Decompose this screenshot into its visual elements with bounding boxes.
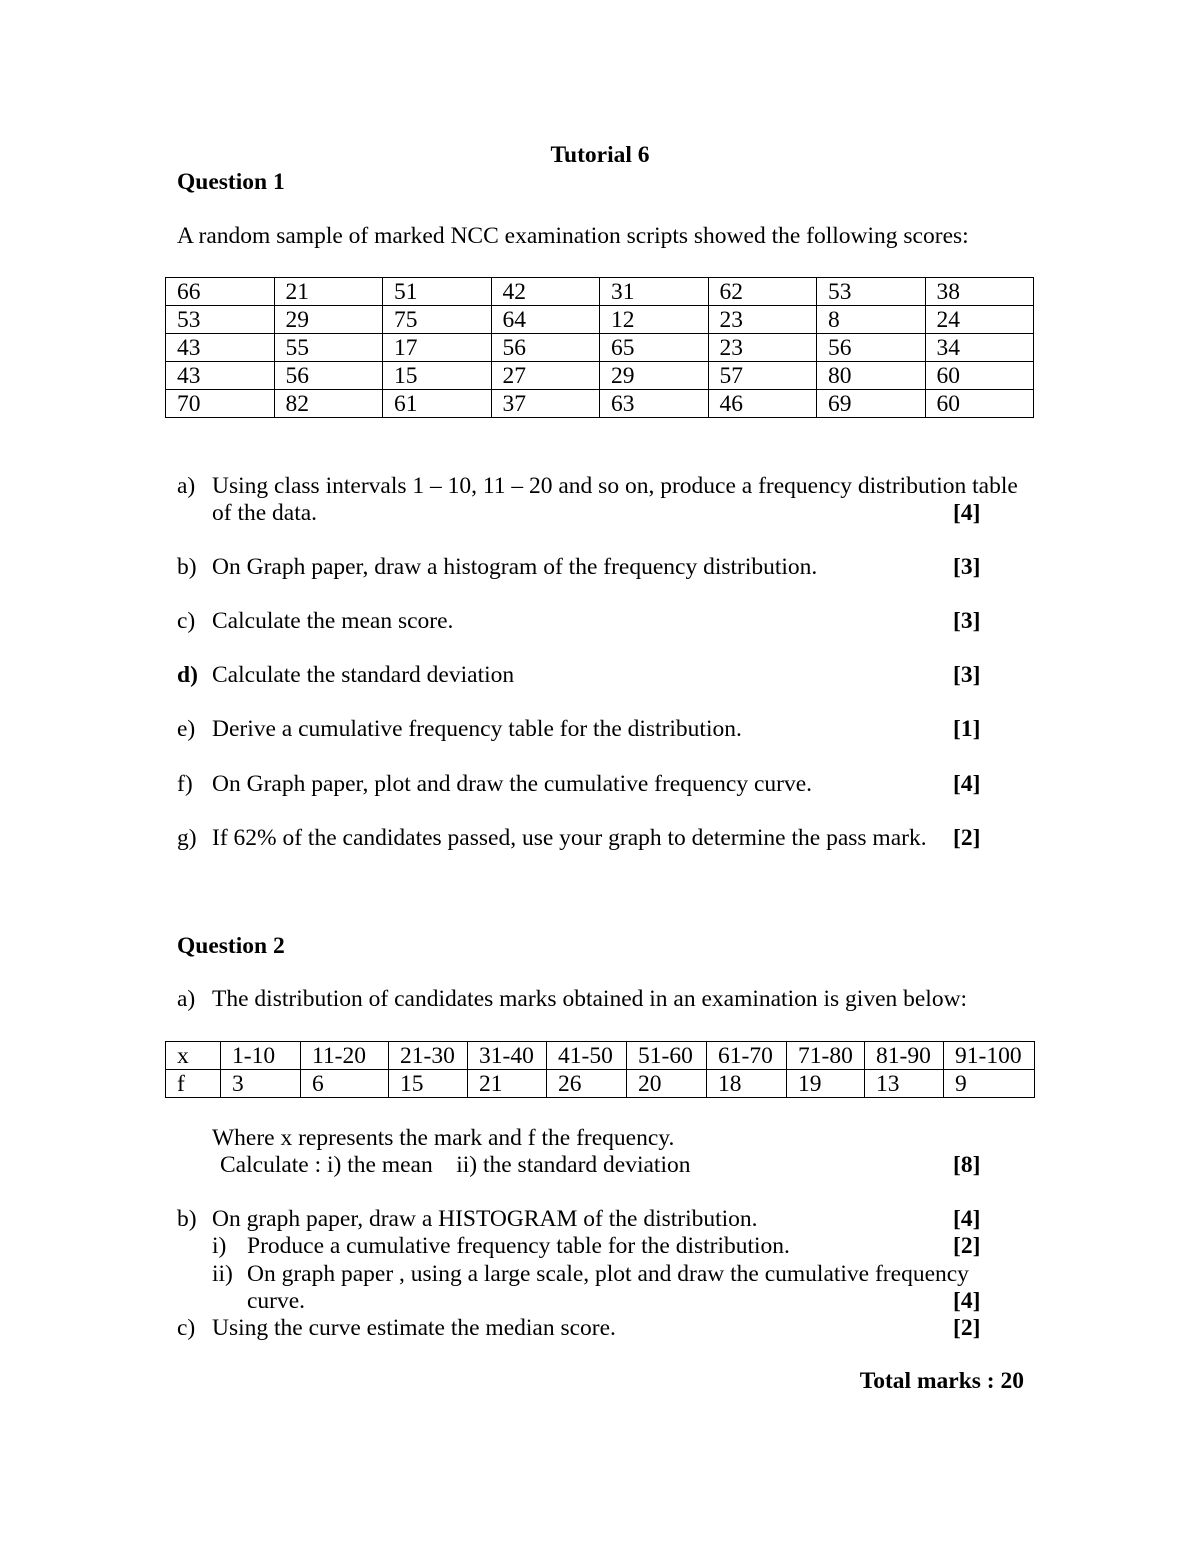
q1-part-c-text: Calculate the mean score. [212,608,454,634]
q1-part-d-label: d) [177,662,198,688]
score-cell: 29 [600,362,709,390]
score-cell: 34 [925,334,1034,362]
q2-part-b-ii-text: On graph paper , using a large scale, plot and draw the cumulative frequency [247,1261,969,1287]
score-cell: 53 [166,306,275,334]
q1-part-e-label: e) [177,716,196,742]
frequency-cell: 21 [468,1070,547,1098]
q1-part-a-label: a) [177,473,196,499]
score-cell: 37 [491,390,600,418]
q1-part-b-text: On Graph paper, draw a histogram of the frequency distribution. [212,554,818,580]
q2-part-b-ii-label: ii) [212,1261,233,1287]
q2-part-b-marks: [4] [953,1206,981,1232]
score-cell: 60 [925,390,1034,418]
q1-part-f-text: On Graph paper, plot and draw the cumulative frequency curve. [212,771,813,797]
score-cell: 62 [708,278,817,306]
score-cell: 56 [274,362,383,390]
distribution-table [165,1041,1035,1098]
score-cell: 61 [383,390,492,418]
score-cell: 55 [274,334,383,362]
score-cell: 15 [383,362,492,390]
score-cell: 23 [708,334,817,362]
score-cell: 31 [600,278,709,306]
score-cell: 60 [925,362,1034,390]
class-interval-cell: 21-30 [389,1042,468,1070]
score-cell: 42 [491,278,600,306]
q1-part-f-label: f) [177,771,193,797]
score-cell: 65 [600,334,709,362]
question-2-heading: Question 2 [177,933,285,959]
page-title: Tutorial 6 [550,142,650,168]
mark-row [166,1042,1035,1070]
class-interval-cell: 71-80 [787,1042,865,1070]
q2-table-note: Where x represents the mark and f the frequency. [212,1125,675,1151]
question-1-heading: Question 1 [177,169,285,195]
q1-part-b-label: b) [177,554,197,580]
q1-part-g-label: g) [177,825,197,851]
q2-part-a-label: a) [177,986,196,1012]
frequency-cell: 26 [547,1070,627,1098]
class-interval-cell: 51-60 [627,1042,707,1070]
q1-part-f-marks: [4] [953,771,981,797]
q1-part-c-marks: [3] [953,608,981,634]
q1-part-a-marks: [4] [953,500,981,526]
class-interval-cell: 91-100 [944,1042,1035,1070]
score-cell: 38 [925,278,1034,306]
class-interval-cell: 11-20 [301,1042,389,1070]
frequency-cell: 13 [865,1070,944,1098]
score-cell: 43 [166,362,275,390]
score-cell: 57 [708,362,817,390]
score-cell: 66 [166,278,275,306]
q2-part-a-intro: The distribution of candidates marks obtained in an examination is given below: [212,986,968,1012]
scores-row [166,390,1034,418]
frequency-cell: 6 [301,1070,389,1098]
q1-part-g-marks: [2] [953,825,981,851]
scores-row [166,334,1034,362]
score-cell: 82 [274,390,383,418]
q2-part-b-i-label: i) [212,1233,227,1259]
q2-part-c-label: c) [177,1315,196,1341]
score-cell: 53 [817,278,926,306]
frequency-row [166,1070,1035,1098]
score-cell: 29 [274,306,383,334]
q2-part-b-i-marks: [2] [953,1233,981,1259]
q1-part-d-marks: [3] [953,662,981,688]
frequency-cell: 20 [627,1070,707,1098]
frequency-cell: 18 [707,1070,787,1098]
score-cell: 12 [600,306,709,334]
q1-part-e-marks: [1] [953,716,981,742]
question-1-intro: A random sample of marked NCC examination scripts showed the following scores: [177,223,969,249]
score-cell: 56 [491,334,600,362]
frequency-cell: 15 [389,1070,468,1098]
class-interval-cell: 31-40 [468,1042,547,1070]
q2-part-c-text: Using the curve estimate the median score. [212,1315,616,1341]
q2-part-b-ii-marks: [4] [953,1288,981,1314]
score-cell: 80 [817,362,926,390]
score-cell: 43 [166,334,275,362]
score-cell: 17 [383,334,492,362]
q1-part-b-marks: [3] [953,554,981,580]
score-cell: 21 [274,278,383,306]
score-cell: 8 [817,306,926,334]
f-label-cell: f [166,1070,221,1098]
q2-part-a-marks: [8] [953,1152,981,1178]
score-cell: 24 [925,306,1034,334]
q2-part-b-ii-text-continued: curve. [247,1288,306,1314]
score-cell: 51 [383,278,492,306]
score-cell: 63 [600,390,709,418]
q1-part-g-text: If 62% of the candidates passed, use your graph to determine the pass mark. [212,825,927,851]
score-cell: 46 [708,390,817,418]
total-marks: Total marks : 20 [859,1368,1024,1394]
q2-part-b-label: b) [177,1206,197,1232]
score-cell: 56 [817,334,926,362]
scores-table [165,277,1034,418]
class-interval-cell: 1-10 [221,1042,301,1070]
score-cell: 70 [166,390,275,418]
score-cell: 75 [383,306,492,334]
q1-part-e-text: Derive a cumulative frequency table for the distribution. [212,716,742,742]
frequency-cell: 19 [787,1070,865,1098]
scores-row [166,362,1034,390]
frequency-cell: 9 [944,1070,1035,1098]
q1-part-a-text-continued: of the data. [212,500,318,526]
score-cell: 23 [708,306,817,334]
q1-part-a-text: Using class intervals 1 – 10, 11 – 20 and so on, produce a frequency distribution table [212,473,1018,499]
score-cell: 69 [817,390,926,418]
class-interval-cell: 81-90 [865,1042,944,1070]
frequency-cell: 3 [221,1070,301,1098]
q2-part-b-text: On graph paper, draw a HISTOGRAM of the distribution. [212,1206,758,1232]
q2-part-c-marks: [2] [953,1315,981,1341]
class-interval-cell: 41-50 [547,1042,627,1070]
q1-part-d-text: Calculate the standard deviation [212,662,515,688]
q2-calculate-instruction: Calculate : i) the mean ii) the standard deviation [220,1152,691,1178]
scores-row [166,306,1034,334]
class-interval-cell: 61-70 [707,1042,787,1070]
q2-part-b-i-text: Produce a cumulative frequency table for the distribution. [247,1233,790,1259]
score-cell: 27 [491,362,600,390]
scores-row [166,278,1034,306]
q1-part-c-label: c) [177,608,196,634]
score-cell: 64 [491,306,600,334]
x-label-cell: x [166,1042,221,1070]
